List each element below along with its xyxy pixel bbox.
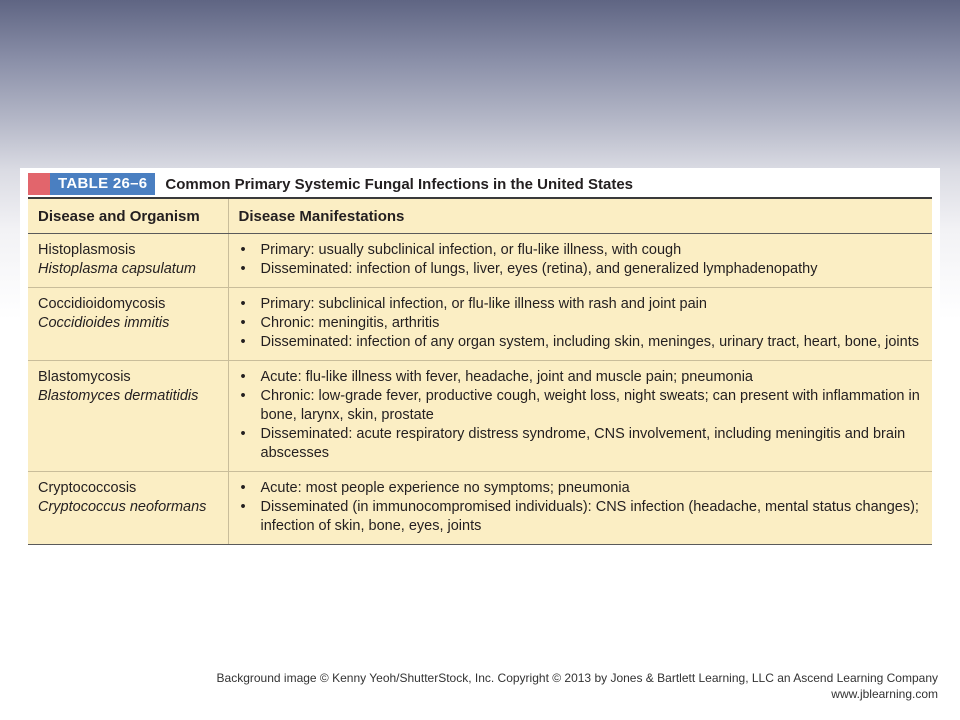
table-row	[28, 361, 932, 472]
organism-name: Coccidioides immitis	[38, 315, 170, 331]
list-item: • Disseminated (in immunocompromised individuals): CNS infection (headache, mental status changes); infection of skin, bone, eyes, joints	[240, 499, 919, 534]
header-disease-manifestations: Disease Manifestations	[228, 199, 932, 234]
list-item: • Acute: most people experience no symptoms; pneumonia	[240, 480, 630, 496]
bullet-icon: •	[240, 480, 246, 496]
copyright-text: Background image © Kenny Yeoh/ShutterStock, Inc. Copyright © 2013 by Jones & Bartlett Learning, LLC an Ascend Learning Company	[216, 671, 938, 685]
table-row	[28, 234, 932, 288]
manifestation-list	[239, 295, 923, 352]
fungal-infections-table	[28, 173, 932, 545]
organism-name: Cryptococcus neoformans	[38, 499, 207, 515]
bullet-icon: •	[240, 242, 246, 258]
bullet-icon: •	[240, 388, 246, 404]
list-item: • Chronic: meningitis, arthritis	[240, 315, 440, 331]
disease-name: Cryptococcosis	[38, 480, 137, 496]
header-disease-organism: Disease and Organism	[28, 199, 228, 234]
list-item: • Chronic: low-grade fever, productive cough, weight loss, night sweats; can present with inflammation in bone, larynx, skin, prostate	[240, 388, 920, 423]
bullet-icon: •	[240, 315, 246, 331]
organism-name: Blastomyces dermatitidis	[38, 388, 199, 404]
table-title: Common Primary Systemic Fungal Infections in the United States	[165, 175, 634, 193]
copyright-footer	[217, 670, 938, 702]
table-header-row	[28, 199, 932, 234]
disease-name: Histoplasmosis	[38, 242, 136, 258]
table-body	[28, 199, 932, 545]
table-row	[28, 288, 932, 361]
bullet-icon: •	[240, 499, 246, 515]
manifestation-list	[239, 241, 923, 279]
table-number: TABLE 26–6	[50, 173, 155, 195]
disease-name: Blastomycosis	[38, 369, 131, 385]
list-item: • Disseminated: infection of lungs, liver, eyes (retina), and generalized lymphadenopathy	[240, 261, 818, 277]
list-item: • Disseminated: acute respiratory distress syndrome, CNS involvement, including meningitis and brain abscesses	[240, 426, 906, 461]
publisher-link[interactable]: www.jblearning.com	[831, 687, 938, 701]
disease-name: Coccidioidomycosis	[38, 296, 166, 312]
organism-name: Histoplasma capsulatum	[38, 261, 196, 277]
list-item: • Primary: usually subclinical infection, or flu-like illness, with cough	[240, 242, 682, 258]
bullet-icon: •	[240, 426, 246, 442]
bullet-icon: •	[240, 369, 246, 385]
list-item: • Acute: flu-like illness with fever, headache, joint and muscle pain; pneumonia	[240, 369, 753, 385]
table-row	[28, 472, 932, 545]
manifestation-list	[239, 479, 923, 536]
manifestation-list	[239, 368, 923, 463]
list-item: • Primary: subclinical infection, or flu-like illness with rash and joint pain	[240, 296, 707, 312]
bullet-icon: •	[240, 261, 246, 277]
table-caption	[28, 173, 932, 195]
slide-card	[20, 168, 940, 540]
bullet-icon: •	[240, 296, 246, 312]
list-item: • Disseminated: infection of any organ system, including skin, meninges, urinary tract, heart, bone, joints	[240, 334, 919, 350]
caption-accent-block	[28, 173, 50, 195]
bullet-icon: •	[240, 334, 246, 350]
